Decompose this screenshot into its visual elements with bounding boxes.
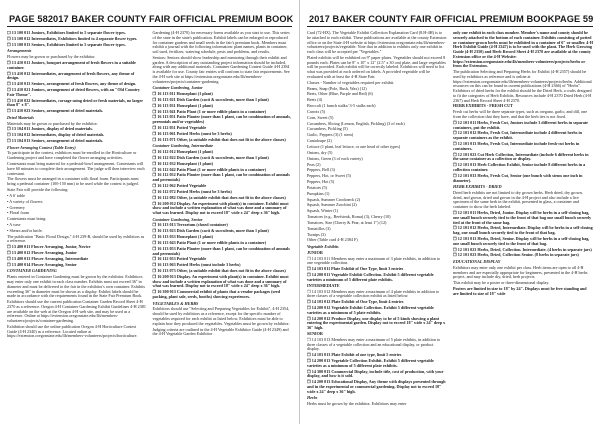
section-heading: Herbs: [307, 395, 318, 401]
paragraph: The publication Selecting and Preparing Herbs for Exhibit (4-H 2357) should be used by exhibitors as reference and is online at https://extension.oregonstate.edu/4h/members-volunteers/projects/herbs. Additional resources on this can be found in current publications (4-H 2366) of "Herbs". Exhibitors of dried herbs for the exhibit should be the Dried Herb, a crafts designed to fit the categories of Herb Exhibits. Resources include 4-H 2370 Dried Herb (4-H 2367) and Herb Record Sheet 4-H 2370.: [453, 69, 592, 103]
left-page-title: 2017 BAKER COUNTY FAIR OFFICIAL PREMIUM BOOK: [47, 14, 294, 24]
class-entry: ❒ 16 200 013 Display. An experiment with plant(s) in container. Exhibit must show and include a written explanation of what was done and a summary of what was learned. Display not to exceed 18" wide x 24" deep x 36" high.: [152, 273, 289, 289]
paragraph: Exhibitors should use "Selecting and Preparing Vegetables for Exhibit", 4-H 2354, should be used by exhibitors as a reference, except for the specific number of vegetables required for each exhibit as listed below. Exhibitors must be able to explain how they produced the vegetables. Vegetables must be grown by exhibitor.: [152, 306, 290, 326]
class-entry: ❒ 16 300 013 Commercial exhibit of plants that a vendor packages (seed packing, plant sale, seeds, booths) showing experiences.: [152, 289, 281, 300]
class-entry: ❒ 12 101 012 Herbs, Dried, Intermediate. Display will be herbs in a self-closing bag, one small bunch securely tied to the front of that bag.: [453, 225, 593, 236]
class-entry: ❒ 16 113 043 Patio Plant (1 or more edible plants in a container): [152, 239, 267, 245]
class-entry: ❒ 14 103 013 Plate Exhibit of one type, limit 5 entries: [307, 352, 402, 358]
left-page-number: PAGE 58: [9, 14, 48, 24]
left-page-header: [7, 14, 292, 27]
class-entry: ❒ 16 113 011 Houseplant (1 plant): [152, 90, 213, 96]
paragraph: This exhibit may be a poster or three-dimensional display.: [453, 280, 550, 286]
left-column-1: [7, 31, 147, 423]
class-entry: JUNIOR: [307, 249, 323, 255]
class-entry: ❒ 12 101 013 Herbs, Fresh Cut, Intermediate include fresh-cut herbs in containers.: [453, 141, 580, 151]
paragraph: Cucumbers, Slicing (Lemon, English, Pickling) (3 of each): [307, 120, 405, 126]
section-heading: Vegetable Exhibits: [307, 244, 339, 250]
right-page-number: PAGE 59: [554, 14, 594, 24]
paragraph: Exhibition should use the online publication Oregon 4-H Horticulture Contest Guide (4-H 2340) as a reference. Located online at https://extension.oregonstate.edu/4h/members-volunteers/projects/horticulture.: [7, 323, 138, 339]
paragraph: Exhibitors may enter only one exhibit per class. Herb items are open to all 4-H members and are especially appropriate for beginners, presented in the 4-H herbs project, and may include dry, dried, herb projects.: [453, 264, 588, 280]
class-entry: ❒ 16 113 013 Terrarium (closed container): [152, 222, 228, 228]
class-entry: ❒ 14 300 013 Commercial Display, include title, cost of production, with your display, and how is it sold.: [307, 368, 444, 379]
paragraph: Tomatoes, Size (Cherry & Pear, at least 1") (12): [307, 219, 387, 225]
class-entry: ❒ 16 113 021 Dish Garden (cacti & succulents, more than 1 plant): [152, 96, 269, 102]
class-entry: ❒ 12 101 013 Herbs, Dried, Senior. Display will be herbs in a self-closing bag, one small bunch securely tied to the front of that bag.: [453, 236, 590, 246]
paragraph: • Greenery: [7, 204, 25, 210]
class-entry: ❒ 13 104 012 Intermediates, display of dried materials.: [7, 132, 105, 138]
class-entry: ❒ 16 112 062 Potted Vegetable: [152, 183, 207, 188]
section-heading: Container Gardening, Intermediate: [152, 143, 214, 149]
paragraph: • A 6' table: [7, 192, 25, 198]
class-entry: ❒ 13 100 012 Intermediates, Exhibitors limited to 4 separate flower types.: [7, 35, 138, 41]
class-entry: ❒ 13 410 022 Intermediates, corsage using dried or fresh materials, no larger than 8" x 8".: [7, 97, 143, 108]
paragraph: Garlic, Peppers (3) (1 stem): [307, 132, 354, 138]
class-entry: ❒ 13 400 012 Flower Arranging, Junior: [7, 250, 77, 256]
section-heading: Arrangements: [7, 48, 32, 54]
class-entry: ❒ 13 400 011 Flower Arranging, Junior, Novice: [7, 244, 91, 250]
section-heading: CONTAINER GARDENING: [7, 268, 57, 274]
paragraph: Onions, dry (5): [307, 149, 333, 155]
class-entry: ❒ 14 103 011 Plate Exhibit of One Type, limit 3 entries: [307, 266, 404, 272]
class-entry: ❒ 12 101 011 Herbs, Dried, Junior. Display will be herbs in a self-closing bag, one small bunch securely tied to the front of that bag one small bunch securely tied at the front of the same bag.: [453, 210, 592, 225]
left-page-columns: [7, 31, 292, 423]
paragraph: Materials may be grown or purchased by the exhibitor.: [7, 120, 98, 126]
paragraph: Pumpkins (1): [307, 190, 330, 196]
paragraph: ❒ 14 103 012 Members may enter a maximum of 4 plate exhibits in addition to three classes of a vegetable collection exhibit as listed below.: [307, 288, 440, 299]
paragraph: To participate in the contest, exhibitors must be enrolled in the Horticulture or Gardening project and have completed the flower arranging activities.: [7, 150, 137, 161]
paragraph: Seniors: Seniors should show leadership and mentoring through their exhibit and garden. A description of any outstanding project information should be included, along with any additional materials. Container Gardening Contest Guide 4-H 2384 is available for use. County fair entries will conform to state fair requirements. See the 4-H web site at https://extension.oregonstate.edu/4h/members-volunteers/projects/container-gardening.: [152, 54, 290, 84]
section-heading: Flower Arranging Contest (Table Entry): [7, 144, 76, 150]
paragraph: • A variety of flowers: [7, 198, 43, 204]
class-entry: ❒ 13 100 011 Juniors, Exhibitors limited to 5 separate flower types.: [7, 31, 126, 35]
class-entry: ❒ 13 400 013 Flower Arranging, Intermediate: [7, 256, 89, 262]
class-entry: ❒ 12 101 023 Cut Herb Collection, Intermediate (include 6 different herbs in the same container as a collection or display.: [453, 151, 589, 162]
paragraph: Contestants must bring material for a pedestal-bowl arrangement. Contestants will have 60 minutes to complete their arrangement. The judge will then interview each contestant.: [7, 161, 145, 176]
class-entry: ❒ 16 113 073 Other, (a suitable exhibit that does not fit in the above classes): [152, 268, 286, 274]
class-entry: ❒ 13 410 012 Intermediates, arrangement of fresh flowers, any theme of design.: [7, 70, 135, 81]
paragraph: Fresh cut herbs will be three separate types, such as oregano, garlic, and dill, one from the collection that they have, and that the herb ties is not fixed.: [453, 109, 588, 120]
paragraph: The flowers must be arranged in a container with floral foam. Participants must bring a pedestal container (100-150 mm) to be used while the contest is judged.: [7, 176, 139, 187]
class-entry: SENIOR: [307, 330, 323, 336]
paragraph: Contestants must bring:: [7, 216, 47, 222]
class-entry: ❒ 13 410 023 Seniors, arrangement of dried materials.: [7, 108, 104, 114]
paragraph: Beets (4): [307, 97, 323, 103]
class-entry: ❒ 14 200 012 Vegetable Exhibit Collection. Exhibit 5 different vegetable varieties as a minimum of 5 plate exhibits.: [307, 305, 434, 315]
class-entry: ❒ 16 112 053 Potted Vegetable: [152, 256, 207, 262]
paragraph: • Shears and/or knife.: [7, 227, 43, 233]
class-entry: ❒ 13 104 011 Juniors, display of dried materials.: [7, 126, 93, 132]
section-heading: EDUCATIONAL DISPLAY: [453, 259, 501, 264]
class-entry: ❒ 16 113 063 Potted Herbs (must include 3 herbs): [152, 262, 241, 268]
paragraph: Judging criteria are outlined in the 4-H Vegetable Exhibitor Guide (4-H 2349) and the 4-H Vegetable Garden Exhibitor: [152, 326, 289, 337]
paragraph: Plants entered in Container Gardening must be grown by the exhibitor. Exhibitors may enter only one exhibit in each class number. Exhibits must not exceed 36" in diameter and must be delivered to the fair in the exhibitor's own container. Exhibits exceeding 36" in diameter must be shown as a display. Exhibit labels should be made in accordance with the requirements found in the State Fair Premium Book.: [7, 274, 146, 299]
class-entry: ❒ 16 112 082 Other, (a suitable exhibit that does not fit in the above classes): [152, 194, 286, 200]
class-entry: ❒ 12 101 023 Herbs, Dried, Collection. Intermediate. (4 herbs in separate jars): [453, 246, 592, 252]
class-entry: ❒ 13 410 011 Juniors, bouquet arrangement of fresh flowers in a suitable container.: [7, 59, 136, 70]
paragraph: Turnips (3): [307, 231, 326, 237]
paragraph: Exhibitors should use the current publication Container Garden Record Sheet 4-H 2370 as a reference. Oregon 4-H Container Gardening Exhibit Guidelines 4-H 2381 are available on the web at the Oregon 4-H web site, and may be used as a reference. Online at https://extension.oregonstate.edu/4h/members-volunteers/projects/container-gardening.: [7, 299, 146, 324]
paragraph: Onions, Green (3 of each variety): [307, 155, 363, 161]
paragraph: • A vase: [7, 222, 21, 228]
paragraph: Card (72-HX). The Vegetable Exhibit Collection Explanation Card (8.H-4H) is to be attached to each exhibit. These publications are available at the county Extension office or on the State 4-H website at https://extension.oregonstate.edu/4h/members-volunteers/projects/vegetable. Note that in addition to exhibits only one exhibit in each class will be accepted per "Vegetables.": [307, 31, 447, 54]
right-page-columns: [307, 31, 593, 423]
class-entry: ❒ 16 112 032 Houseplant (1 plant): [152, 160, 214, 166]
class-entry: ❒ 14 103 012 Plate Exhibit of One Type, limit 4 entries: [307, 299, 404, 305]
paragraph: Broccoli (1 bunch stalks/ 3-5 stalks each): [307, 103, 376, 109]
class-entry: ❒ 16 112 042 Patio Plant (1 or more edible plants in a container): [152, 166, 267, 172]
class-entry: ❒ 16 200 012 Display. An experiment with plant(s) in container. Exhibit must show and include a written explanation of what was done and a summary of what was learned. Display not to exceed 18" wide x 24" deep x 36" high.: [152, 200, 289, 216]
class-entry: ❒ 16 113 051 Patio Planter (more than 1 plant, can be combination of annuals, perennials and/or vegetables): [152, 114, 291, 125]
class-entry: ❒ 12 101 023 Herbs, Dried, Collection Senior. (8 herbs in separate jars): [453, 252, 579, 258]
paragraph: Gardening (4-H 2370) for necessary forms available as you start to use. This series of the state in the state's publication. Exhibit labels can be enlarged or reproduced for container gardens and small seeds in the fair's premium book. Members must exhibit a journal with the following information: plant names, plants in container, soil used, fertilizer, watering schedule, pests and problems, and results.: [152, 31, 290, 54]
class-entry: ❒ 13 104 013 Seniors, arrangement of dried materials.: [7, 138, 104, 144]
paragraph: ❒ 14 103 011 Members may enter a maximum of 3 plate exhibits, in addition to one vegetable collection.: [307, 255, 441, 266]
class-entry: ❒ 12 101 011 Herbs, Fresh Cut, Juniors include 3 different herbs in separate containers, put the exhibit.: [453, 119, 589, 130]
class-entry: ❒ 16 112 022 Dish Garden (cacti & succulents, more than 1 plant): [152, 154, 269, 160]
class-entry: ❒ 16 113 071 Other, (a suitable exhibit that does not fit in the above classes): [152, 136, 286, 142]
paragraph: State Fair will provide the following:: [7, 186, 69, 192]
class-entry: ❒ 16 112 012 Houseplant (1 plant): [152, 149, 214, 155]
section-heading: Container Gardening, Senior: [152, 216, 203, 222]
class-entry: ❒ 14 200 012 Produce Display, one display to be of 5 kinds showing a plant entering the experimental garden. Display not to exceed 18" wide x 24" deep x 36" high.: [307, 315, 446, 331]
paragraph: Dried herb exhibits are not limited to dry grown herbs. Herb dried, dry grown, dried, and grown, dried and grown in the 4-H project and also include a live specimen of the same herb in the exhibit, presented in glass, a container and container to show the herb labeled.: [453, 189, 583, 210]
class-entry: ❒ 16 113 033 Houseplant (1 plant): [152, 234, 214, 240]
section-heading: VEGETABLES & HERBS: [152, 300, 199, 306]
class-entry: ❒ 14 200 013 Educational Display, Any theme with displays presented through and in the experimental or commercial gardening. Display not to exceed 18" wide x 24" deep x 36" high.: [307, 379, 446, 394]
right-page-header: [307, 14, 593, 27]
class-entry: ❒ 16 113 023 Dish Garden (cacti & succulents, more than 1 plant): [152, 228, 269, 234]
class-entry: ❒ 16 113 031 Houseplant (1 plant): [152, 102, 214, 108]
class-entry: INTERMEDIATE: [307, 282, 340, 288]
paragraph: Beets, Other (Blue, Purple and Red) (6): [307, 91, 373, 97]
class-entry: ❒ 16 113 041 Patio Plant (1 or more edible plants in a container): [152, 108, 267, 114]
class-entry: ❒ 13 410 021 Juniors, arrangement of dried flowers, with an "Old Country Fair Theme".: [7, 86, 140, 97]
section-heading: Container Gardening, Junior: [152, 85, 203, 91]
paragraph: Plated exhibits will be exhibited on 9" paper plates. Vegetables should not exceed 8 pounds each. Plates can be 8" x 10" x 12" (2.5" x 30 cm) plate, and large vegetables will be provided. Each exhibit will be correctly labeled. Exhibitors will need to list what was provided at each ordered on labels. A provided vegetable will be evaluated with at least the 4-H State Fair.: [307, 54, 446, 79]
paragraph: Peppers, Hot (5): [307, 179, 335, 185]
paragraph: Squash, Winter (1): [307, 208, 339, 214]
paragraph: Peppers, Bell (3): [307, 167, 335, 173]
class-entry: ❒ 16 112 052 Patio Planter (more than 1 plant, can be combination of annuals and perennials): [152, 172, 290, 183]
class-entry: ❒ 13 100 013 Seniors, Exhibitors limited to 5 separate flower types.: [7, 41, 126, 47]
paragraph: Tomatoes (e.g., Beefsteak, Roma) (3), Cherry (10): [307, 214, 391, 220]
paragraph: Squash, Summer Zucchini (2): [307, 202, 357, 208]
class-entry: ❒ 12 101 033 Herbs, Fresh Cut, Senior (one bunch with stems one inch in diameter).: [453, 172, 583, 183]
paragraph: Squash, Summer Crookneck (2): [307, 196, 361, 202]
paragraph: Cucumbers, Pickling (5): [307, 126, 348, 132]
paragraph: Peppers, Hot, or Sweet (5): [307, 173, 351, 179]
paragraph: The publication "Basic Floral Design," 4-H 239-R, should be used by exhibitors as a reference.: [7, 233, 145, 244]
paragraph: Beans, Snap (Pole, Bush, Wax) (12): [307, 85, 367, 91]
paragraph: Classes - Number of vegetables required per exhibit.: [307, 79, 395, 85]
class-entry: ❒ 12 101 013 Herb Collection Exhibit, Senior include 8 different herbs in a collection container.: [453, 162, 586, 172]
section-heading: HERB EXHIBITS - DRIED: [453, 184, 502, 190]
section-heading: Dried Materials: [7, 114, 35, 120]
paragraph: Tomatillos (3): [307, 225, 331, 231]
class-entry: ❒ 16 112 072 Potted Herbs (must be 3 herbs): [152, 188, 232, 194]
class-entry: ❒ 13 400 014 Flower Arranging, Senior: [7, 261, 77, 267]
class-entry: ❒ 16 113 053 Patio Planter (more than 1 plant, can be combination of annuals and perennials): [152, 245, 290, 256]
class-entry: HERB EXHIBITS - FRESH CUT: [453, 103, 513, 109]
paragraph: • Floral foam: [7, 210, 29, 216]
paragraph: Carrots (5): [307, 108, 326, 114]
class-entry: ❒ 14 200 013 Vegetable Collection Exhibit. Exhibit 5 different vegetable varieties as a minimum of 5 different plate exhibits.: [307, 357, 434, 368]
class-entry: ❒ 16 113 061 Potted Herbs (must be 3 herbs): [152, 130, 232, 136]
right-page-title: 2017 BAKER COUNTY FAIR OFFICIAL PREMIUM BOOK: [309, 14, 555, 24]
class-entry: ❒ 13 410 013 Seniors, arrangement of fresh flowers, any theme of design.: [7, 81, 137, 87]
paragraph: Peas (2): [307, 161, 321, 167]
paragraph: Herbs must be grown by the exhibitor. Exhibitors may enter: [307, 401, 407, 407]
paragraph: Lettuce (1 plant, leaf lettuce, or one head of other types): [307, 143, 401, 149]
right-column-2: [453, 31, 593, 423]
class-entry: only one exhibit in each class number. Member's name and county should be securely attached to the bottom of each container. Exhibits consisting of potted or container-grown herbs must be exhibited in a container of 6" or smaller. 4-H Herb Exhibit Guide (4-H 2347) is to be used with the plant. The Herb Growing Guide (4-H 2350) and Herb Record Sheet 4-H 2370 are available at the county Extension office or the 4-H Website: https://extension.oregonstate.edu/4h/members-volunteers/projects/herbs or from the Extension.: [453, 31, 593, 69]
paragraph: Cantaloupe (2): [307, 138, 332, 144]
right-page: [300, 0, 600, 424]
left-column-2: [153, 31, 293, 423]
class-entry: ❒ 14 200 011 Vegetable Exhibit Collection. Exhibit 5 different vegetable varieties a minimum of 5 different plate exhibits.: [307, 272, 434, 282]
paragraph: Potatoes (5): [307, 184, 327, 190]
paragraph: ❒ 14 103 013 Members may enter a maximum of 5 plate exhibits, in addition to three classes of a vegetable collection and an educational display, or product display.: [307, 336, 441, 352]
class-entry: ❒ 12 101 012 Herbs, Fresh Cut, Intermediate include 4 different herbs in separate containers as the exhibit.: [453, 130, 582, 141]
right-column-1: [307, 31, 447, 423]
class-entry: Posters are limited in size to 18" by 24". Displays must be free standing and are limited to size of 18" wide: [453, 286, 587, 296]
paragraph: Flowers may be grown or purchased by the exhibitor.: [7, 54, 96, 60]
paragraph: Other (Table card 4-H 2384 F): [307, 237, 358, 243]
class-entry: ❒ 16 112 051 Potted Vegetable: [152, 124, 207, 130]
paragraph: Corn, Sweet (5): [307, 114, 334, 120]
